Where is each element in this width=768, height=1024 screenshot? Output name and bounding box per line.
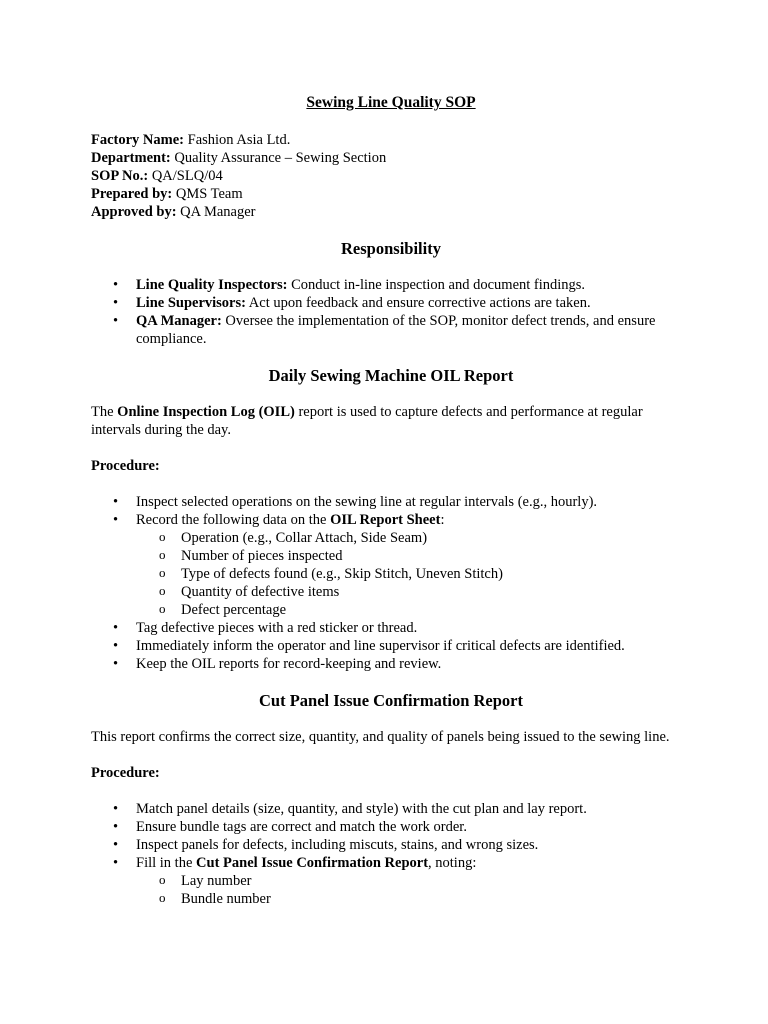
list-item — [91, 294, 691, 312]
oil-procedure-label: Procedure: — [91, 458, 160, 474]
item-text: Fill in the — [136, 855, 197, 871]
meta-department — [91, 149, 691, 167]
list-item: • Keep the OIL reports for record-keeping and review. — [91, 655, 691, 673]
meta-label: Factory Name: — [91, 132, 184, 148]
cut-panel-procedure-label: Procedure: — [91, 765, 160, 781]
item-bold: Cut Panel Issue Confirmation Report — [196, 855, 429, 871]
oil-procedure-list — [91, 493, 691, 673]
intro-text: report is used to capture defects and performance at regular intervals during the day. — [91, 404, 643, 438]
meta-label: Prepared by: — [91, 186, 173, 202]
cut-panel-heading: Cut Panel Issue Confirmation Report — [259, 691, 523, 710]
meta-value: Quality Assurance – Sewing Section — [170, 150, 387, 166]
meta-value: QMS Team — [172, 186, 243, 202]
item-label: Line Supervisors: — [136, 295, 246, 311]
intro-text: The — [91, 404, 118, 420]
cut-panel-intro: This report confirms the correct size, quantity, and quality of panels being issued to the sewing line. — [91, 729, 670, 745]
item-text: Conduct in-line inspection and document findings. — [287, 277, 586, 293]
document-page — [91, 93, 691, 908]
meta-factory-name — [91, 131, 691, 149]
item-text: Oversee the implementation of the SOP, monitor defect trends, and ensure compliance. — [136, 313, 656, 347]
cut-panel-procedure-list — [91, 800, 691, 908]
meta-value: QA/SLQ/04 — [148, 168, 223, 184]
meta-sop-no — [91, 167, 691, 185]
item-text: , noting: — [428, 855, 477, 871]
sub-list-item: o Number of pieces inspected — [136, 547, 691, 565]
meta-value: QA Manager — [176, 204, 256, 220]
document-title: Sewing Line Quality SOP — [306, 94, 476, 111]
meta-label: SOP No.: — [91, 168, 149, 184]
oil-data-sublist — [136, 529, 691, 619]
responsibility-heading: Responsibility — [341, 239, 441, 258]
list-item: • Tag defective pieces with a red sticker or thread. — [91, 619, 691, 637]
list-item: • Immediately inform the operator and line supervisor if critical defects are identified. — [91, 637, 691, 655]
sub-list-item: o Type of defects found (e.g., Skip Stitch, Uneven Stitch) — [136, 565, 691, 583]
meta-value: Fashion Asia Ltd. — [184, 132, 291, 148]
item-label: Line Quality Inspectors: — [136, 277, 288, 293]
list-item — [91, 511, 691, 619]
oil-report-heading: Daily Sewing Machine OIL Report — [268, 366, 514, 385]
sub-list-item: o Operation (e.g., Collar Attach, Side Seam) — [136, 529, 691, 547]
item-text: Record the following data on the — [136, 512, 331, 528]
responsibility-list — [91, 276, 691, 348]
meta-prepared-by — [91, 185, 691, 203]
list-item — [91, 276, 691, 294]
oil-intro — [91, 403, 691, 439]
sub-list-item: o Defect percentage — [136, 601, 691, 619]
meta-label: Department: — [91, 150, 171, 166]
item-label: QA Manager: — [136, 313, 222, 329]
cut-panel-sublist — [136, 872, 691, 908]
list-item: • Ensure bundle tags are correct and match the work order. — [91, 818, 691, 836]
list-item — [91, 312, 691, 348]
list-item: • Inspect panels for defects, including miscuts, stains, and wrong sizes. — [91, 836, 691, 854]
sub-list-item: o Bundle number — [136, 890, 691, 908]
list-item — [91, 854, 691, 908]
intro-bold: Online Inspection Log (OIL) — [117, 404, 295, 420]
sub-list-item: o Quantity of defective items — [136, 583, 691, 601]
item-bold: OIL Report Sheet — [330, 512, 441, 528]
item-text: : — [440, 512, 445, 528]
list-item: • Match panel details (size, quantity, and style) with the cut plan and lay report. — [91, 800, 691, 818]
list-item: • Inspect selected operations on the sewing line at regular intervals (e.g., hourly). — [91, 493, 691, 511]
item-text: Act upon feedback and ensure corrective actions are taken. — [245, 295, 591, 311]
meta-label: Approved by: — [91, 204, 177, 220]
document-meta — [91, 131, 691, 221]
sub-list-item: o Lay number — [136, 872, 691, 890]
meta-approved-by — [91, 203, 691, 221]
